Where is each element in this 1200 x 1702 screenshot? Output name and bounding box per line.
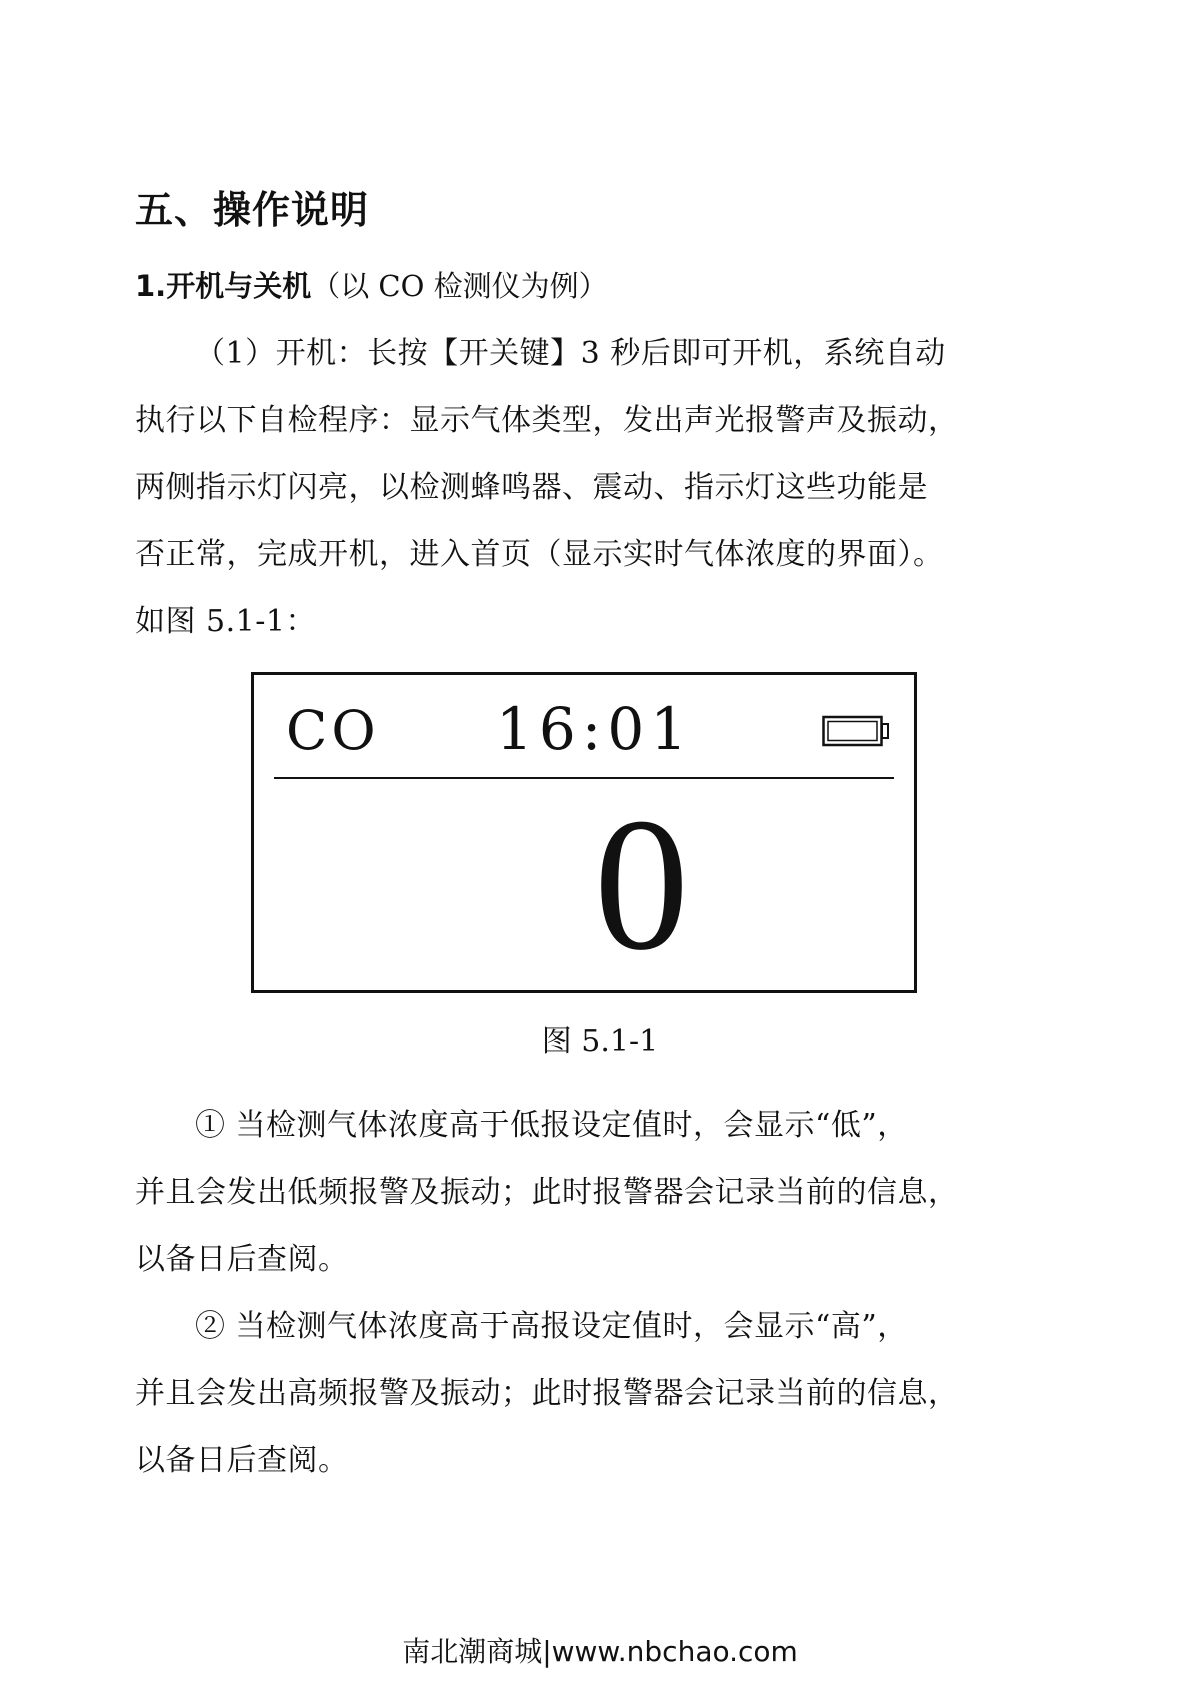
- paragraph-line: 并且会发出高频报警及振动；此时报警器会记录当前的信息，: [135, 1376, 959, 1411]
- paragraph-line: 以备日后查阅。: [135, 1443, 349, 1478]
- paragraph-line: 两侧指示灯闪亮，以检测蜂鸣器、震动、指示灯这些功能是: [135, 470, 928, 505]
- paragraph-line: 以备日后查阅。: [135, 1242, 349, 1277]
- section-heading: 五、操作说明: [135, 188, 370, 232]
- gas-type-label: CO: [286, 699, 380, 762]
- paragraph-line: ① 当检测气体浓度高于低报设定值时，会显示“低”，: [195, 1108, 908, 1143]
- power-on-paragraph: [135, 320, 1055, 655]
- paragraph-line: 如图 5.1-1：: [135, 604, 316, 639]
- low-alarm-paragraph: [135, 1092, 1055, 1293]
- paragraph-line: 否正常，完成开机，进入首页（显示实时气体浓度的界面）。: [135, 537, 944, 572]
- paragraph-line: ② 当检测气体浓度高于高报设定值时，会显示“高”，: [195, 1309, 908, 1344]
- paragraph-line: 并且会发出低频报警及振动；此时报警器会记录当前的信息，: [135, 1175, 959, 1210]
- clock-display: 16:01: [496, 695, 694, 763]
- lcd-screen-figure: [251, 672, 917, 993]
- gas-concentration-reading: 0: [594, 780, 689, 990]
- subsection-title: 1.开机与关机: [135, 269, 312, 303]
- paragraph-line: 执行以下自检程序：显示气体类型，发出声光报警声及振动，: [135, 403, 959, 438]
- subsection-heading: [135, 262, 608, 310]
- footer-watermark: 南北潮商城|www.nbchao.com: [402, 1635, 798, 1668]
- paragraph-line: （1）开机：长按【开关键】3 秒后即可开机，系统自动: [195, 336, 946, 371]
- high-alarm-paragraph: [135, 1293, 1055, 1494]
- battery-icon: [822, 715, 890, 747]
- figure-caption: 图 5.1-1: [541, 1024, 659, 1059]
- lcd-divider: [274, 777, 894, 779]
- subsection-note: （以 CO 检测仪为例）: [311, 269, 608, 303]
